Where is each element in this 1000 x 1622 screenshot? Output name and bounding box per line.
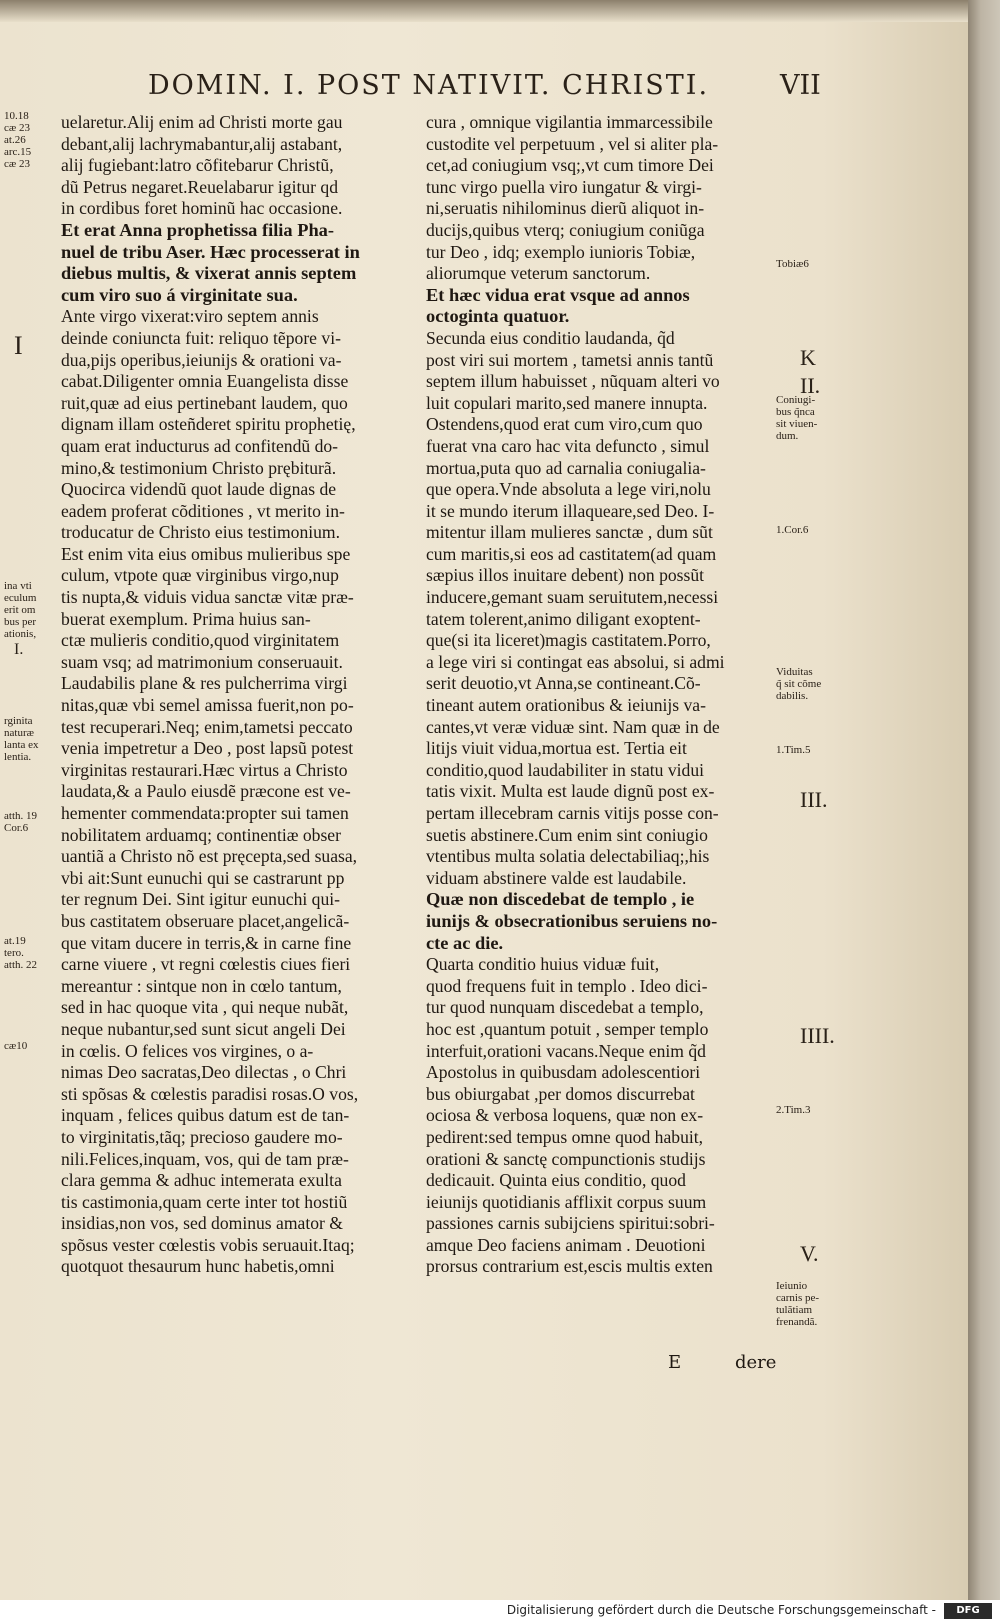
text-line: to virginitatis,tãq; precioso gaudere mo- — [61, 1126, 343, 1147]
text-line: ctæ mulieris conditio,quod virginitatem — [61, 630, 340, 651]
text-line: cet,ad coniugium vsq;,vt cum timore Dei — [426, 155, 714, 176]
margin-note: at.26 — [4, 134, 26, 146]
text-line: Et erat Anna prophetissa filia Pha- — [61, 219, 334, 240]
margin-note: rginita — [4, 715, 33, 727]
margin-note: erit om — [4, 604, 36, 616]
text-line: Laudabilis plane & res pulcherrima virgi — [61, 673, 348, 694]
text-line: inquam , felices quibus datum est de tan- — [61, 1105, 350, 1126]
margin-note: atth. 19 — [4, 810, 37, 822]
text-line: quotquot thesaurum hunc habetis,omni — [61, 1256, 335, 1277]
margin-note: Ieiunio carnis pe- tulãtiam frenandã. — [776, 1280, 820, 1328]
text-line: buerat exemplum. Prima huius san- — [61, 608, 311, 629]
text-line: a lege viri si contingat eas absolui, si admi — [426, 651, 725, 672]
margin-note: Cor.6 — [4, 822, 29, 834]
text-line: deinde coniuncta fuit: reliquo tẽpore vi- — [61, 327, 341, 348]
text-line: eadem proferat cõditiones , vt merito in- — [61, 500, 345, 521]
margin-note: 2.Tim.3 — [776, 1104, 811, 1116]
text-line: cura , omnique vigilantia immarcessibile — [426, 112, 713, 132]
text-line: laudata,& a Paulo eiusdẽ præcone est ve- — [61, 781, 351, 802]
text-line: serit deuotio,vt Anna,se contineant.Cõ- — [426, 673, 701, 694]
margin-note: ationis, — [4, 628, 37, 640]
text-line: uelaretur.Alij enim ad Christi morte gau — [61, 112, 343, 132]
text-line: Est enim vita eius omibus mulieribus spe — [61, 543, 351, 564]
margin-note: bus per — [4, 616, 37, 628]
text-line: luit copulari marito,sed manere innupta. — [426, 392, 708, 413]
text-line: sæpius illos inuitare debent) non possũt — [426, 565, 705, 586]
margin-note: 1.Tim.5 — [776, 744, 811, 756]
text-line: interfuit,orationi vacans.Neque enim q̃d — [426, 1040, 706, 1061]
text-line: ieiunijs quotidianis afflixit corpus suum — [426, 1191, 707, 1212]
text-line: in cœlis. O felices vos virgines, o a- — [61, 1040, 314, 1061]
text-line: custodite vel perpetuum , vel si aliter pla- — [426, 133, 719, 154]
text-line: dedicauit. Quinta eius conditio, quod — [426, 1170, 686, 1191]
text-line: it se mundo iterum illaqueare,sed Deo. I- — [426, 500, 715, 521]
margin-note: eculum — [4, 592, 37, 604]
margin-note: lentia. — [4, 751, 32, 763]
text-line: ociosa & verbosa loquens, quæ non ex- — [426, 1105, 704, 1126]
text-line: amque Deo faciens animam . Deuotioni — [426, 1234, 706, 1255]
text-line: in cordibus foret hominũ hac occasione. — [61, 198, 343, 219]
funding-notice: Digitalisierung gefördert durch die Deutsche Forschungsgemeinschaft - — [506, 1603, 936, 1617]
text-line: aliorumque veterum sanctorum. — [426, 263, 651, 284]
text-line: septem illum habuisset , nũquam alteri vo — [426, 371, 720, 392]
text-line: Quarta conditio huius viduæ fuit, — [426, 954, 660, 975]
text-line: tis nupta,& viduis vidua sanctæ vitæ præ- — [61, 587, 354, 608]
margin-note: I — [14, 331, 23, 360]
text-line: cte ac die. — [426, 932, 504, 953]
text-line: troducatur de Christo eius testimonium. — [61, 522, 341, 543]
text-line: que opera.Vnde absoluta a lege viri,nolu — [426, 479, 711, 500]
left-text-column — [61, 112, 416, 1278]
text-line: diebus multis, & vixerat annis septem — [61, 263, 357, 284]
text-line: prorsus contrarium est,escis multis exten — [426, 1256, 713, 1277]
dfg-logo: DFG — [944, 1603, 992, 1619]
text-line: dũ Petrus negaret.Reuelabarur igitur qd — [61, 176, 339, 197]
text-line: tatem tolerent,animo diligant exoptent- — [426, 608, 701, 629]
margin-note: atth. 22 — [4, 959, 37, 971]
margin-note: III. — [800, 787, 828, 812]
text-line: sed in hac quoque vita , qui neque nubãt, — [61, 997, 349, 1018]
digitization-footer — [0, 1600, 1000, 1622]
margin-note: cæ 23 — [4, 122, 30, 134]
text-line: ducijs,quibus vterq; coniugium coniũga — [426, 219, 705, 240]
margin-note: Viduitas q̃ sit cõme dabilis. — [776, 666, 822, 702]
text-line: hoc est ,quantum potuit , semper templo — [426, 1018, 709, 1039]
text-line: bus obiurgabat ,per domos discurrebat — [426, 1083, 695, 1104]
text-line: vbi ait:Sunt eunuchi qui se castrarunt pp — [61, 867, 345, 888]
text-line: Ostendens,quod erat cum viro,cum quo — [426, 414, 703, 435]
text-line: Quæ non discedebat de templo , ie — [426, 889, 695, 910]
margin-note: lanta ex — [4, 739, 39, 751]
text-line: suam vsq; ad matrimonium conseruauit. — [61, 651, 343, 672]
text-line: dua,pijs operibus,ieiunijs & orationi va- — [61, 349, 342, 370]
text-line: venia impetretur a Deo , post lapsũ potest — [61, 738, 354, 759]
text-line: mitentur illam mulieres sanctæ , dum sũt — [426, 522, 713, 543]
margin-note: Coniugi- bus q̃nca sit viuen- dum. — [776, 394, 818, 442]
text-line: Et hæc vidua erat vsque ad annos — [426, 284, 690, 305]
text-line: quod frequens fuit in templo . Ideo dici- — [426, 975, 708, 996]
text-line: carne viuere , vt regni cœlestis ciues fieri — [61, 954, 351, 975]
text-line: pedirent:sed tempus omne quod habuit, — [426, 1126, 704, 1147]
text-line: orationi & sanctę compunctionis studijs — [426, 1148, 706, 1169]
text-line: ruit,quæ ad eius pertinebant laudem, quo — [61, 392, 348, 413]
text-line: alij fugiebant:latro cõfitebarur Christũ, — [61, 155, 334, 176]
margin-note: ina vti — [4, 580, 32, 592]
text-line: spõsus vester cœlestis vobis seruauit.Itaq; — [61, 1234, 355, 1255]
folio-number: VII — [780, 70, 821, 101]
text-line: sti spõsas & cœlestis paradisi rosas.O vos, — [61, 1083, 359, 1104]
text-line: nimas Deo sacratas,Deo dilectas , o Chri — [61, 1062, 347, 1083]
text-line: cum viro suo á virginitate sua. — [61, 284, 298, 305]
text-line: Secunda eius conditio laudanda, q̃d — [426, 327, 675, 348]
running-title: DOMIN. I. POST NATIVIT. CHRISTI. — [148, 70, 710, 101]
margin-note: cæ10 — [4, 1040, 28, 1052]
text-line: Ante virgo vixerat:viro septem annis — [61, 306, 319, 327]
text-line: Quocirca videndũ quot laude dignas de — [61, 479, 337, 500]
text-line: passiones carnis subijciens spiritui:sobri- — [426, 1213, 715, 1234]
text-line: que(si ita liceret)magis castitatem.Porro, — [426, 630, 711, 651]
text-line: nuel de tribu Aser. Hæc processerat in — [61, 241, 360, 262]
text-line: nili.Felices,inquam, vos, qui de tam præ- — [61, 1148, 349, 1169]
text-line: culum, vtpote quæ virginibus virgo,nup — [61, 565, 339, 586]
margin-note: at.19 — [4, 935, 26, 947]
text-line: tis castimonia,quam certe inter tot hostiũ — [61, 1191, 348, 1212]
page-top-edge — [0, 0, 968, 22]
text-line: nitas,quæ vbi semel amissa fuerit,non po- — [61, 695, 354, 716]
text-line: tunc virgo puella viro iungatur & virgi- — [426, 176, 702, 197]
text-line: mortua,puta quo ad carnalia coniugalia- — [426, 457, 706, 478]
text-line: post viri sui mortem , tametsi annis tantũ — [426, 349, 714, 370]
text-line: test recuperari.Neq; enim,tametsi peccato — [61, 716, 353, 737]
text-line: ni,seruatis nihilominus dierũ aliquot in- — [426, 198, 705, 219]
text-line: mereantur : sintque non in cœlo tantum, — [61, 975, 342, 996]
text-line: inducere,gemant suam seruitutem,necessi — [426, 587, 719, 608]
margin-note: 10.18 — [4, 110, 29, 122]
text-line: ter regnum Dei. Sint igitur eunuchi qui- — [61, 889, 341, 910]
margin-note: II. — [800, 373, 821, 398]
margin-note: tero. — [4, 947, 24, 959]
text-line: que vitam ducere in terris,& in carne fine — [61, 932, 352, 953]
text-line: dignam illam osteñderet spiritu prophetię, — [61, 414, 356, 435]
margin-note: V. — [800, 1241, 819, 1266]
text-line: iunijs & obsecrationibus seruiens no- — [426, 910, 718, 931]
text-line: tur Deo , idq; exemplo iunioris Tobiæ, — [426, 241, 696, 262]
text-line: nobilitatem arduamq; continentiæ obser — [61, 824, 341, 845]
text-line: uantiã a Christo nõ est pręcepta,sed suasa, — [61, 846, 358, 867]
text-line: cabat.Diligenter omnia Euangelista disse — [61, 371, 349, 392]
margin-note: Tobiæ6 — [776, 258, 809, 270]
signature-mark: E — [668, 1352, 682, 1373]
margin-note: naturæ — [4, 727, 34, 739]
margin-note: cæ 23 — [4, 158, 30, 170]
margin-note: 1.Cor.6 — [776, 524, 809, 536]
text-line: conditio,quod laudabiliter in statu vidui — [426, 759, 705, 780]
text-line: suetis abstinere.Cum enim sint coniugio — [426, 824, 708, 845]
text-line: tineant autem orationibus & ieiunijs va- — [426, 695, 706, 716]
text-line: fuerat vna caro hac vita defuncto , simul — [426, 435, 710, 456]
page-edge-shadow — [968, 0, 1000, 1600]
page-header — [0, 70, 968, 110]
right-text-column — [426, 112, 771, 1278]
margin-note: IIII. — [800, 1023, 835, 1048]
text-line: cum maritis,si eos ad castitatem(ad quam — [426, 543, 717, 564]
text-line: viduam abstinere valde est laudabile. — [426, 867, 687, 888]
text-line: tatis vixit. Multa est laude dignũ post ex- — [426, 781, 715, 802]
margin-note: arc.15 — [4, 146, 32, 158]
text-line: bus castitatem obseruare placet,angelicã- — [61, 910, 350, 931]
text-line: neque nubantur,sed sunt sicut angeli Dei — [61, 1018, 346, 1039]
text-line: Apostolus in quibusdam adolescentiori — [426, 1062, 701, 1083]
text-line: vtentibus multa solatia delectabiliaq;,his — [426, 846, 710, 867]
margin-note: K — [800, 345, 816, 370]
text-line: insidias,non vos, sed dominus amator & — [61, 1213, 343, 1234]
text-line: pertam illecebram carnis vitijs posse con- — [426, 803, 719, 823]
catchword: dere — [735, 1352, 777, 1373]
margin-note: I. — [14, 641, 24, 658]
text-line: tur quod nunquam discedebat a templo, — [426, 997, 704, 1018]
text-line: virginitas restaurari.Hæc virtus a Christo — [61, 759, 348, 780]
text-line: litijs viuit vidua,mortua est. Tertia eit — [426, 738, 687, 759]
text-line: mino,& testimonium Christo prębiturã. — [61, 457, 337, 478]
text-line: clara gemma & adhuc intemerata exulta — [61, 1170, 342, 1191]
text-line: hementer commendata:propter sui tamen — [61, 803, 349, 823]
text-line: cantes,vt veræ viduæ sint. Nam quæ in de — [426, 716, 720, 737]
text-line: octoginta quatuor. — [426, 306, 570, 327]
text-line: quam erat inducturus ad confitendũ do- — [61, 435, 339, 456]
text-line: debant,alij lachrymabantur,alij astabant, — [61, 133, 343, 154]
